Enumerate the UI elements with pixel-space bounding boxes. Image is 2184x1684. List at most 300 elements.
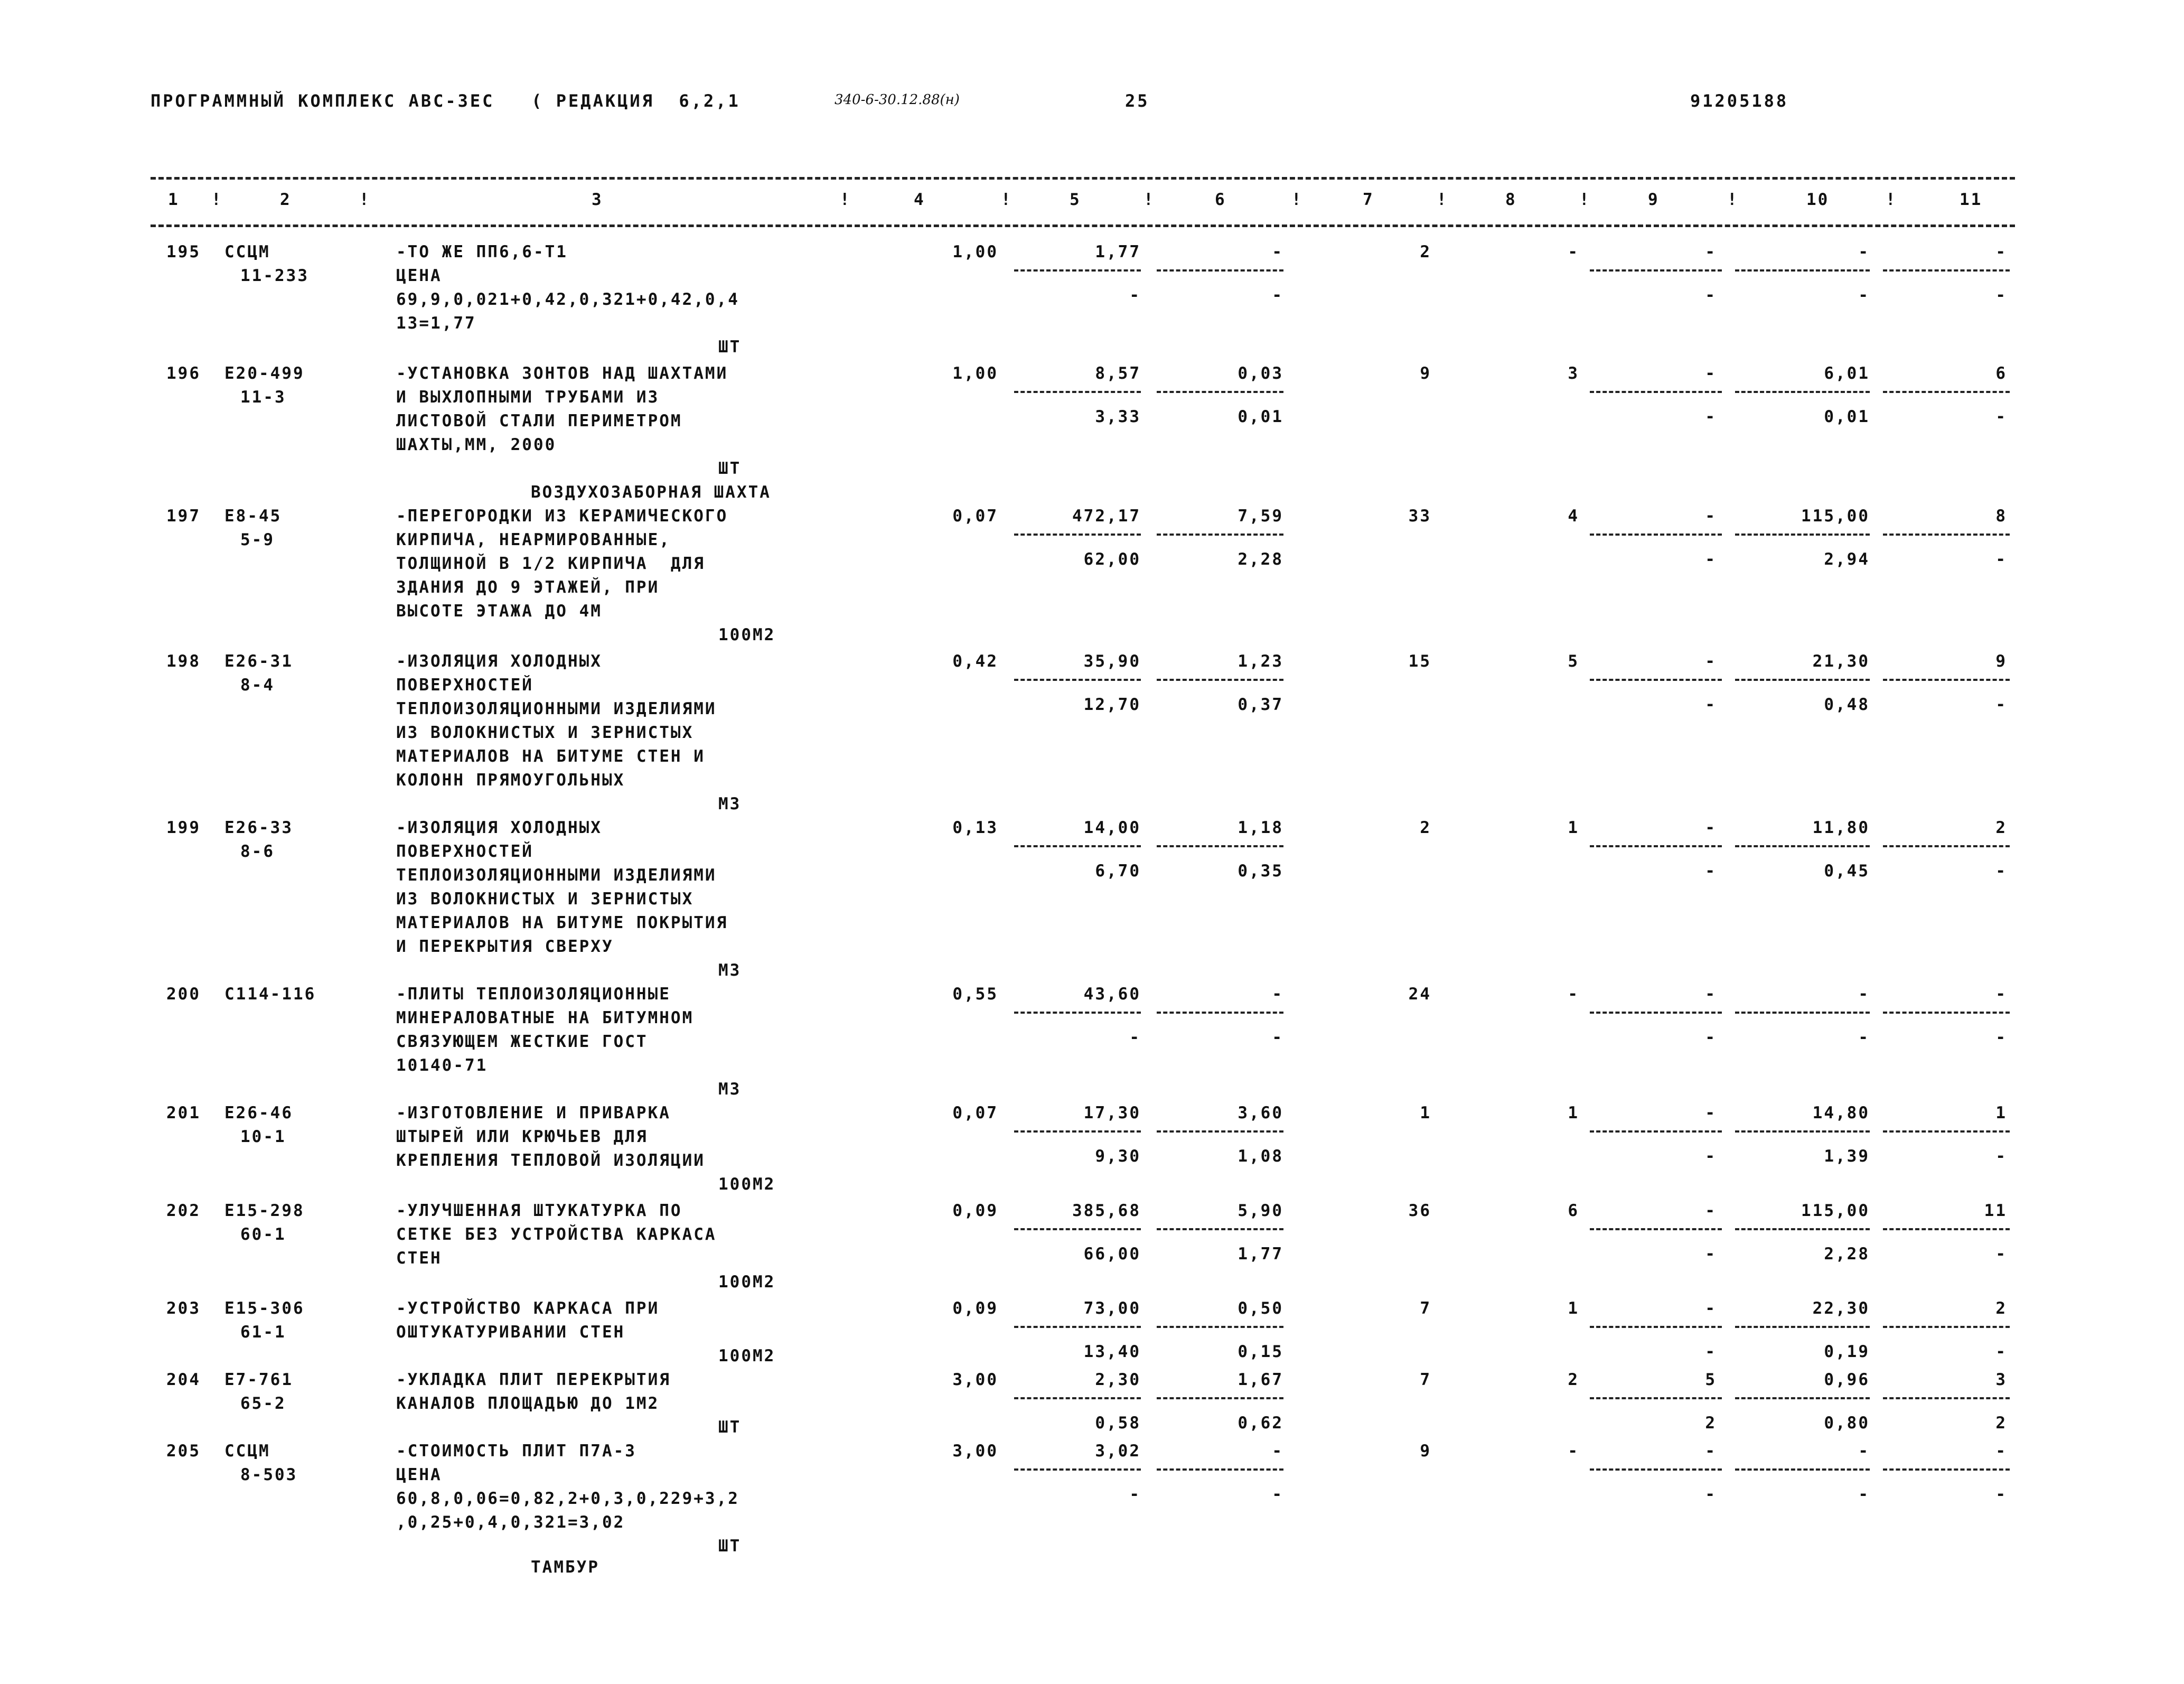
cost-split-rule	[1157, 1012, 1283, 1014]
column-header-5: 5	[1070, 190, 1081, 209]
cost-col5-bottom: 3,33	[1095, 407, 1141, 426]
rate-subcode: 8-6	[240, 842, 275, 861]
value-col9-bottom: -	[1705, 1342, 1717, 1361]
value-col11-bottom: -	[1995, 1245, 2007, 1264]
column-separator: !	[1143, 190, 1155, 209]
rate-code: Е20-499	[224, 364, 305, 383]
value-col9-top: -	[1705, 1299, 1717, 1318]
row-number: 203	[166, 1299, 201, 1318]
cost-col6-bottom: 2,28	[1238, 550, 1283, 569]
cost-split-rule	[1735, 845, 1870, 847]
cost-col5-top: 35,90	[1083, 652, 1141, 671]
cost-col6-bottom: 1,08	[1238, 1147, 1283, 1166]
value-col8: 5	[1568, 652, 1579, 671]
row-number: 199	[166, 818, 201, 837]
value-col9-bottom: -	[1705, 407, 1717, 426]
cost-split-rule	[1014, 391, 1141, 393]
quantity: 0,13	[952, 818, 998, 837]
column-header-9: 9	[1648, 190, 1660, 209]
value-col10-bottom: -	[1858, 1028, 1870, 1047]
rate-subcode: 61-1	[240, 1323, 286, 1342]
cost-split-rule	[1157, 391, 1283, 393]
cost-split-rule	[1883, 391, 2010, 393]
rate-subcode: 65-2	[240, 1394, 286, 1413]
cost-col5-top: 73,00	[1083, 1299, 1141, 1318]
cost-split-rule	[1014, 679, 1141, 681]
column-header-1: 1	[168, 190, 180, 209]
rate-code: Е26-46	[224, 1103, 293, 1122]
description-line: 69,9,0,021+0,42,0,321+0,42,0,4	[396, 290, 739, 309]
value-col10-top: 21,30	[1812, 652, 1870, 671]
cost-split-rule	[1883, 1326, 2010, 1328]
value-col9-bottom: 2	[1705, 1414, 1717, 1433]
value-col7: 24	[1408, 985, 1431, 1004]
value-col9-bottom: -	[1705, 286, 1717, 305]
description-line: -ПЛИТЫ ТЕПЛОИЗОЛЯЦИОННЫЕ	[396, 985, 671, 1004]
value-col10-top: 0,96	[1824, 1370, 1870, 1389]
value-col8: 1	[1568, 1103, 1579, 1122]
rate-code: ССЦМ	[224, 242, 270, 261]
value-col11-bottom: -	[1995, 1028, 2007, 1047]
quantity: 1,00	[952, 364, 998, 383]
description-line: ИЗ ВОЛОКНИСТЫХ И ЗЕРНИСТЫХ	[396, 723, 694, 742]
cost-col5-top: 1,77	[1095, 242, 1141, 261]
footer-section-title: ТАМБУР	[531, 1558, 599, 1577]
value-col10-top: 6,01	[1824, 364, 1870, 383]
description-line: КРЕПЛЕНИЯ ТЕПЛОВОЙ ИЗОЛЯЦИИ	[396, 1151, 705, 1170]
value-col11-top: 3	[1995, 1370, 2007, 1389]
value-col8: 1	[1568, 818, 1579, 837]
value-col9-top: -	[1705, 507, 1717, 526]
cost-col6-top: 5,90	[1238, 1201, 1283, 1220]
cost-split-rule	[1735, 1397, 1870, 1399]
value-col9-top: -	[1705, 364, 1717, 383]
unit-of-measure: ШТ	[718, 338, 742, 357]
table-header-rule	[151, 224, 2015, 227]
quantity: 0,09	[952, 1201, 998, 1220]
table-top-rule	[151, 177, 2015, 180]
description-line: И ВЫХЛОПНЫМИ ТРУБАМИ ИЗ	[396, 388, 660, 407]
cost-col5-bottom: 66,00	[1083, 1245, 1141, 1264]
value-col10-top: 115,00	[1801, 1201, 1870, 1220]
value-col10-bottom: 0,48	[1824, 695, 1870, 714]
cost-col5-bottom: 9,30	[1095, 1147, 1141, 1166]
description-line: КОЛОНН ПРЯМОУГОЛЬНЫХ	[396, 771, 625, 790]
cost-col5-bottom: -	[1129, 1028, 1141, 1047]
cost-split-rule	[1883, 1397, 2010, 1399]
cost-col6-top: 1,23	[1238, 652, 1283, 671]
value-col10-top: -	[1858, 1442, 1870, 1461]
cost-split-rule	[1735, 679, 1870, 681]
rate-subcode: 11-233	[240, 266, 309, 285]
cost-col6-top: 3,60	[1238, 1103, 1283, 1122]
quantity: 0,55	[952, 985, 998, 1004]
cost-col6-bottom: 1,77	[1238, 1245, 1283, 1264]
cost-col6-bottom: -	[1272, 286, 1283, 305]
cost-col6-bottom: 0,15	[1238, 1342, 1283, 1361]
value-col11-top: 2	[1995, 818, 2007, 837]
cost-col5-top: 43,60	[1083, 985, 1141, 1004]
unit-of-measure: ШТ	[718, 459, 742, 478]
handwritten-note: 340-6-30.12.88(н)	[835, 92, 960, 108]
column-separator: !	[1437, 190, 1448, 209]
description-line: 10140-71	[396, 1056, 488, 1075]
cost-split-rule	[1590, 1468, 1722, 1471]
column-header-6: 6	[1215, 190, 1226, 209]
value-col10-top: 22,30	[1812, 1299, 1870, 1318]
row-number: 200	[166, 985, 201, 1004]
cost-split-rule	[1014, 269, 1141, 272]
value-col7: 33	[1408, 507, 1431, 526]
column-header-7: 7	[1363, 190, 1374, 209]
description-line: МИНЕРАЛОВАТНЫЕ НА БИТУМНОМ	[396, 1008, 694, 1027]
column-separator: !	[211, 190, 223, 209]
cost-split-rule	[1735, 1468, 1870, 1471]
cost-split-rule	[1014, 1397, 1141, 1399]
column-separator: !	[1001, 190, 1013, 209]
value-col9-bottom: -	[1705, 695, 1717, 714]
description-line: 60,8,0,06=0,82,2+0,3,0,229+3,2	[396, 1489, 739, 1508]
cost-split-rule	[1590, 1326, 1722, 1328]
rate-code: Е15-298	[224, 1201, 305, 1220]
description-line: ОШТУКАТУРИВАНИИ СТЕН	[396, 1323, 625, 1342]
value-col11-top: 2	[1995, 1299, 2007, 1318]
description-line: ШАХТЫ,ММ, 2000	[396, 435, 557, 454]
unit-of-measure: 100М2	[718, 1175, 776, 1194]
value-col11-bottom: -	[1995, 407, 2007, 426]
cost-col6-bottom: 0,35	[1238, 862, 1283, 881]
row-number: 202	[166, 1201, 201, 1220]
cost-split-rule	[1014, 1228, 1141, 1230]
description-line: -СТОИМОСТЬ ПЛИТ П7А-3	[396, 1442, 636, 1461]
cost-split-rule	[1014, 845, 1141, 847]
rate-code: Е26-33	[224, 818, 293, 837]
rate-code: ССЦМ	[224, 1442, 270, 1461]
description-line: -ИЗОЛЯЦИЯ ХОЛОДНЫХ	[396, 818, 602, 837]
value-col9-bottom: -	[1705, 1485, 1717, 1504]
description-line: КИРПИЧА, НЕАРМИРОВАННЫЕ,	[396, 530, 671, 549]
description-line: -УСТРОЙСТВО КАРКАСА ПРИ	[396, 1299, 660, 1318]
cost-split-rule	[1883, 534, 2010, 536]
cost-split-rule	[1883, 679, 2010, 681]
rate-subcode: 8-503	[240, 1465, 298, 1484]
cost-col6-bottom: -	[1272, 1028, 1283, 1047]
cost-split-rule	[1735, 269, 1870, 272]
value-col10-top: 11,80	[1812, 818, 1870, 837]
column-header-4: 4	[914, 190, 925, 209]
cost-split-rule	[1014, 1012, 1141, 1014]
description-line: -ТО ЖЕ ПП6,6-Т1	[396, 242, 568, 261]
value-col11-top: 1	[1995, 1103, 2007, 1122]
cost-split-rule	[1883, 1130, 2010, 1133]
cost-split-rule	[1157, 1228, 1283, 1230]
quantity: 0,09	[952, 1299, 998, 1318]
description-line: ТОЛЩИНОЙ В 1/2 КИРПИЧА ДЛЯ	[396, 554, 705, 573]
column-header-10: 10	[1806, 190, 1830, 209]
column-separator: !	[1579, 190, 1591, 209]
value-col10-bottom: 0,19	[1824, 1342, 1870, 1361]
quantity: 1,00	[952, 242, 998, 261]
cost-col6-bottom: 0,37	[1238, 695, 1283, 714]
unit-of-measure: М3	[718, 794, 742, 813]
value-col7: 15	[1408, 652, 1431, 671]
description-line: ,0,25+0,4,0,321=3,02	[396, 1513, 625, 1532]
value-col8: 1	[1568, 1299, 1579, 1318]
cost-split-rule	[1590, 391, 1722, 393]
rate-code: Е15-306	[224, 1299, 305, 1318]
quantity: 0,07	[952, 507, 998, 526]
row-number: 195	[166, 242, 201, 261]
description-line: ЦЕНА	[396, 1465, 442, 1484]
cost-col5-top: 3,02	[1095, 1442, 1141, 1461]
value-col9-top: -	[1705, 242, 1717, 261]
value-col8: -	[1568, 1442, 1579, 1461]
value-col8: -	[1568, 985, 1579, 1004]
column-separator: !	[840, 190, 851, 209]
value-col11-top: -	[1995, 242, 2007, 261]
cost-col6-top: 1,67	[1238, 1370, 1283, 1389]
value-col7: 7	[1420, 1370, 1431, 1389]
value-col10-bottom: 0,45	[1824, 862, 1870, 881]
description-line: -УСТАНОВКА ЗОНТОВ НАД ШАХТАМИ	[396, 364, 728, 383]
column-header-2: 2	[280, 190, 292, 209]
value-col7: 1	[1420, 1103, 1431, 1122]
value-col10-bottom: 2,28	[1824, 1245, 1870, 1264]
description-line: СЕТКЕ БЕЗ УСТРОЙСТВА КАРКАСА	[396, 1225, 717, 1244]
value-col11-bottom: -	[1995, 1147, 2007, 1166]
column-separator: !	[1291, 190, 1303, 209]
column-header-3: 3	[592, 190, 603, 209]
value-col11-bottom: -	[1995, 550, 2007, 569]
description-line: ИЗ ВОЛОКНИСТЫХ И ЗЕРНИСТЫХ	[396, 890, 694, 909]
cost-col5-top: 472,17	[1072, 507, 1141, 526]
value-col11-top: -	[1995, 985, 2007, 1004]
row-number: 205	[166, 1442, 201, 1461]
value-col11-top: 9	[1995, 652, 2007, 671]
rate-code: С114-116	[224, 985, 316, 1004]
value-col10-bottom: 0,01	[1824, 407, 1870, 426]
description-line: -УЛУЧШЕННАЯ ШТУКАТУРКА ПО	[396, 1201, 682, 1220]
value-col10-bottom: -	[1858, 1485, 1870, 1504]
rate-code: Е26-31	[224, 652, 293, 671]
cost-col6-bottom: -	[1272, 1485, 1283, 1504]
value-col7: 9	[1420, 1442, 1431, 1461]
unit-of-measure: 100М2	[718, 625, 776, 644]
value-col7: 2	[1420, 242, 1431, 261]
cost-split-rule	[1014, 1326, 1141, 1328]
description-line: СВЯЗУЮЩЕМ ЖЕСТКИЕ ГОСТ	[396, 1032, 648, 1051]
row-number: 201	[166, 1103, 201, 1122]
cost-split-rule	[1883, 269, 2010, 272]
column-separator: !	[1727, 190, 1739, 209]
row-number: 204	[166, 1370, 201, 1389]
cost-split-rule	[1735, 1326, 1870, 1328]
description-line: -ИЗГОТОВЛЕНИЕ И ПРИВАРКА	[396, 1103, 671, 1122]
cost-split-rule	[1590, 1130, 1722, 1133]
cost-split-rule	[1157, 845, 1283, 847]
quantity: 0,42	[952, 652, 998, 671]
cost-split-rule	[1157, 1468, 1283, 1471]
description-line: -УКЛАДКА ПЛИТ ПЕРЕКРЫТИЯ	[396, 1370, 671, 1389]
value-col10-bottom: 2,94	[1824, 550, 1870, 569]
description-line: МАТЕРИАЛОВ НА БИТУМЕ ПОКРЫТИЯ	[396, 913, 728, 932]
description-line: ТЕПЛОИЗОЛЯЦИОННЫМИ ИЗДЕЛИЯМИ	[396, 699, 717, 718]
rate-subcode: 10-1	[240, 1127, 286, 1146]
value-col7: 2	[1420, 818, 1431, 837]
cost-col5-bottom: 0,58	[1095, 1414, 1141, 1433]
rate-subcode: 8-4	[240, 676, 275, 695]
value-col7: 36	[1408, 1201, 1431, 1220]
value-col9-top: -	[1705, 1442, 1717, 1461]
cost-col6-top: 0,03	[1238, 364, 1283, 383]
rate-code: Е7-761	[224, 1370, 293, 1389]
cost-col5-bottom: 6,70	[1095, 862, 1141, 881]
value-col9-top: 5	[1705, 1370, 1717, 1389]
description-line: МАТЕРИАЛОВ НА БИТУМЕ СТЕН И	[396, 747, 705, 766]
rate-subcode: 5-9	[240, 530, 275, 549]
page-number: 25	[1125, 91, 1150, 111]
cost-col5-bottom: -	[1129, 286, 1141, 305]
value-col9-bottom: -	[1705, 1028, 1717, 1047]
value-col9-top: -	[1705, 1103, 1717, 1122]
value-col8: 2	[1568, 1370, 1579, 1389]
cost-split-rule	[1735, 391, 1870, 393]
description-line: -ИЗОЛЯЦИЯ ХОЛОДНЫХ	[396, 652, 602, 671]
cost-split-rule	[1157, 534, 1283, 536]
cost-col5-top: 8,57	[1095, 364, 1141, 383]
cost-col5-top: 14,00	[1083, 818, 1141, 837]
value-col10-bottom: 0,80	[1824, 1414, 1870, 1433]
description-line: ЦЕНА	[396, 266, 442, 285]
description-line: 13=1,77	[396, 314, 476, 333]
cost-col5-bottom: 12,70	[1083, 695, 1141, 714]
value-col11-bottom: -	[1995, 286, 2007, 305]
cost-split-rule	[1014, 1130, 1141, 1133]
rate-subcode: 11-3	[240, 388, 286, 407]
description-line: ЛИСТОВОЙ СТАЛИ ПЕРИМЕТРОМ	[396, 411, 682, 431]
value-col11-top: 8	[1995, 507, 2007, 526]
description-line: ТЕПЛОИЗОЛЯЦИОННЫМИ ИЗДЕЛИЯМИ	[396, 866, 717, 885]
description-line: КАНАЛОВ ПЛОЩАДЬЮ ДО 1М2	[396, 1394, 660, 1413]
cost-col5-bottom: -	[1129, 1485, 1141, 1504]
value-col8: 6	[1568, 1201, 1579, 1220]
value-col8: 4	[1568, 507, 1579, 526]
value-col11-bottom: -	[1995, 1342, 2007, 1361]
cost-col5-top: 385,68	[1072, 1201, 1141, 1220]
description-line: ПОВЕРХНОСТЕЙ	[396, 676, 533, 695]
section-title: ВОЗДУХОЗАБОРНАЯ ШАХТА	[531, 483, 771, 502]
unit-of-measure: ШТ	[718, 1537, 742, 1556]
cost-split-rule	[1014, 534, 1141, 536]
unit-of-measure: М3	[718, 1080, 742, 1099]
description-line: ПОВЕРХНОСТЕЙ	[396, 842, 533, 861]
value-col8: -	[1568, 242, 1579, 261]
unit-of-measure: 100М2	[718, 1273, 776, 1292]
cost-split-rule	[1590, 1397, 1722, 1399]
value-col11-bottom: -	[1995, 1485, 2007, 1504]
cost-split-rule	[1590, 534, 1722, 536]
value-col9-top: -	[1705, 1201, 1717, 1220]
value-col11-top: 6	[1995, 364, 2007, 383]
cost-split-rule	[1590, 845, 1722, 847]
cost-split-rule	[1157, 679, 1283, 681]
cost-split-rule	[1735, 534, 1870, 536]
cost-col5-bottom: 62,00	[1083, 550, 1141, 569]
description-line: ЗДАНИЯ ДО 9 ЭТАЖЕЙ, ПРИ	[396, 578, 660, 597]
document-code: 91205188	[1690, 91, 1789, 111]
cost-split-rule	[1157, 1326, 1283, 1328]
description-line: И ПЕРЕКРЫТИЯ СВЕРХУ	[396, 937, 614, 956]
cost-split-rule	[1883, 845, 2010, 847]
cost-col6-top: -	[1272, 1442, 1283, 1461]
value-col9-bottom: -	[1705, 550, 1717, 569]
value-col10-bottom: -	[1858, 286, 1870, 305]
cost-split-rule	[1590, 1012, 1722, 1014]
value-col8: 3	[1568, 364, 1579, 383]
value-col10-top: -	[1858, 985, 1870, 1004]
cost-split-rule	[1883, 1468, 2010, 1471]
cost-split-rule	[1590, 679, 1722, 681]
cost-split-rule	[1157, 269, 1283, 272]
value-col11-bottom: -	[1995, 695, 2007, 714]
cost-split-rule	[1590, 1228, 1722, 1230]
cost-split-rule	[1157, 1397, 1283, 1399]
unit-of-measure: ШТ	[718, 1418, 742, 1437]
value-col9-bottom: -	[1705, 862, 1717, 881]
cost-col5-bottom: 13,40	[1083, 1342, 1141, 1361]
row-number: 198	[166, 652, 201, 671]
cost-col6-bottom: 0,01	[1238, 407, 1283, 426]
value-col9-bottom: -	[1705, 1147, 1717, 1166]
cost-col6-top: -	[1272, 985, 1283, 1004]
value-col9-top: -	[1705, 985, 1717, 1004]
value-col10-top: 115,00	[1801, 507, 1870, 526]
quantity: 0,07	[952, 1103, 998, 1122]
row-number: 197	[166, 507, 201, 526]
quantity: 3,00	[952, 1370, 998, 1389]
cost-col5-top: 2,30	[1095, 1370, 1141, 1389]
cost-split-rule	[1735, 1228, 1870, 1230]
column-separator: !	[359, 190, 371, 209]
cost-split-rule	[1014, 1468, 1141, 1471]
value-col10-top: -	[1858, 242, 1870, 261]
program-header: ПРОГРАММНЫЙ КОМПЛЕКС АВС-3ЕС ( РЕДАКЦИЯ 6,2,1	[151, 91, 741, 111]
value-col11-top: 11	[1984, 1201, 2007, 1220]
value-col11-top: -	[1995, 1442, 2007, 1461]
value-col10-bottom: 1,39	[1824, 1147, 1870, 1166]
unit-of-measure: 100М2	[718, 1346, 776, 1365]
column-header-8: 8	[1505, 190, 1517, 209]
cost-col6-bottom: 0,62	[1238, 1414, 1283, 1433]
quantity: 3,00	[952, 1442, 998, 1461]
description-line: СТЕН	[396, 1249, 442, 1268]
description-line: ВЫСОТЕ ЭТАЖА ДО 4М	[396, 602, 602, 621]
rate-subcode: 60-1	[240, 1225, 286, 1244]
cost-split-rule	[1735, 1012, 1870, 1014]
value-col11-bottom: 2	[1995, 1414, 2007, 1433]
cost-col6-top: 7,59	[1238, 507, 1283, 526]
value-col9-bottom: -	[1705, 1245, 1717, 1264]
cost-split-rule	[1157, 1130, 1283, 1133]
value-col10-top: 14,80	[1812, 1103, 1870, 1122]
cost-split-rule	[1735, 1130, 1870, 1133]
description-line: ШТЫРЕЙ ИЛИ КРЮЧЬЕВ ДЛЯ	[396, 1127, 648, 1146]
column-separator: !	[1886, 190, 1897, 209]
value-col7: 7	[1420, 1299, 1431, 1318]
cost-split-rule	[1883, 1012, 2010, 1014]
cost-col6-top: 1,18	[1238, 818, 1283, 837]
row-number: 196	[166, 364, 201, 383]
